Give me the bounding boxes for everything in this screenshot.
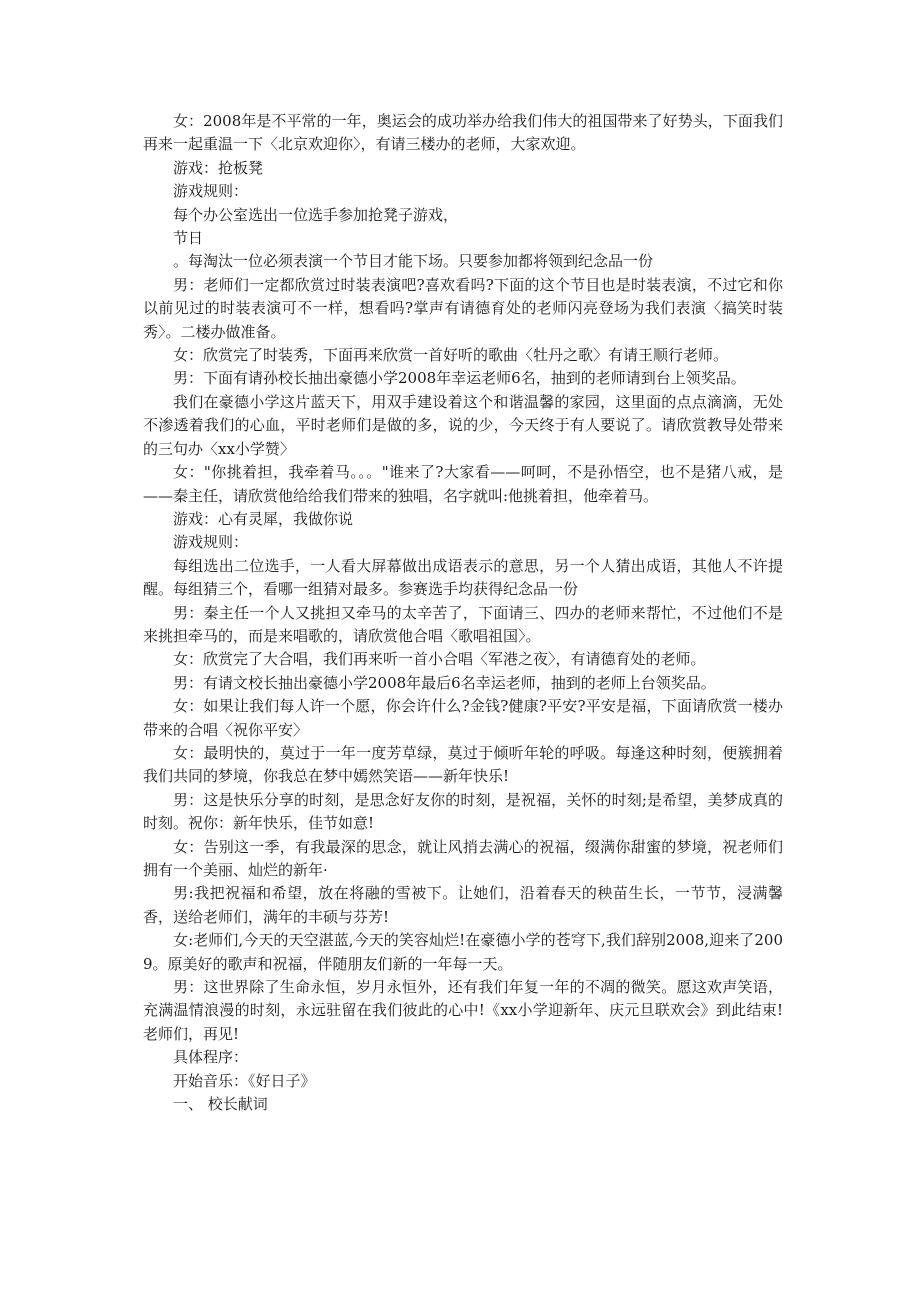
paragraph: 一、 校长献词 xyxy=(173,1095,268,1114)
paragraph: 男:我把祝福和希望，放在将融的雪被下。让她们，沿着春天的秧苗生长，一节节，浸满馨香，送给老师们，满年的丰硕与芬芳! xyxy=(143,884,783,926)
paragraph: 游戏规则： xyxy=(173,182,249,201)
paragraph: 节日 xyxy=(173,229,204,248)
paragraph: 。每淘汰一位必须表演一个节目才能下场。只要参加都将领到纪念品一份 xyxy=(173,252,654,271)
paragraph: 游戏：心有灵犀，我做你说 xyxy=(173,509,354,528)
paragraph: 男：这是快乐分享的时刻，是思念好友你的时刻，是祝福，关怀的时刻;是希望，美梦成真的时刻。祝你：新年快乐，佳节如意! xyxy=(143,790,783,833)
paragraph: 男：这世界除了生命永恒，岁月永恒外，还有我们年复一年的不凋的微笑。愿这欢声笑语，充满温情浪漫的时刻，永远驻留在我们彼此的心中!《xx小学迎新年、庆元旦联欢会》到此结束!老师们，再见! xyxy=(143,978,783,1043)
paragraph: 男：有请文校长抽出豪德小学2008年最后6名幸运老师，抽到的老师上台领奖品。 xyxy=(173,673,716,692)
paragraph: 男：老师们一定都欣赏过时装表演吧?喜欢看吗?下面的这个节目也是时装表演，不过它和你以前见过的时装表演可不一样，想看吗?掌声有请德育处的老师闪亮登场为我们表演〈搞笑时装秀〉。二楼办做准备。 xyxy=(143,275,783,341)
paragraph: 游戏规则： xyxy=(173,533,249,552)
paragraph: 女：欣赏完了大合唱，我们再来听一首小合唱〈军港之夜〉，有请德育处的老师。 xyxy=(173,650,706,669)
paragraph: 我们在豪德小学这片蓝天下，用双手建设着这个和谐温馨的家园，这里面的点点滴滴，无处不渗透着我们的心血，平时老师们是做的多，说的少，今天终于有人要说了。请欣赏教导处带来的三句办〈xx小学赞〉 xyxy=(143,392,783,458)
paragraph: 女：如果让我们每人许一个愿，你会许什么?金钱?健康?平安?平安是福，下面请欣赏一楼办带来的合唱〈祝你平安〉 xyxy=(143,697,783,739)
paragraph: 男：下面有请孙校长抽出豪德小学2008年幸运老师6名，抽到的老师请到台上领奖品。 xyxy=(173,369,746,388)
paragraph: 每个办公室选出一位选手参加抢凳子游戏， xyxy=(173,205,459,224)
paragraph: 男：秦主任一个人又挑担又牵马的太辛苦了，下面请三、四办的老师来帮忙，不过他们不是来挑担牵马的，而是来唱歌的，请欣赏他合唱〈歌唱祖国〉。 xyxy=(143,603,783,645)
paragraph: 女："你挑着担，我牵着马。。。"谁来了?大家看——呵呵，不是孙悟空，也不是猪八戒，是——秦主任，请欣赏他给给我们带来的独唱，名字就叫:他挑着担，他牵着马。 xyxy=(143,463,783,505)
paragraph: 女：2008年是不平常的一年，奥运会的成功举办给我们伟大的祖国带来了好势头，下面我们再来一起重温一下〈北京欢迎你〉，有请三楼办的老师，大家欢迎。 xyxy=(143,112,783,154)
paragraph: 开始音乐：《好日子》 xyxy=(173,1071,316,1090)
paragraph: 女：欣赏完了时装秀，下面再来欣赏一首好听的歌曲〈牡丹之歌〉有请王顺行老师。 xyxy=(173,346,729,365)
paragraph: 女：告别这一季，有我最深的思念，就让风捎去满心的祝福，缀满你甜蜜的梦境，祝老师们拥有一个美丽、灿烂的新年· xyxy=(143,837,783,879)
paragraph: 具体程序： xyxy=(173,1048,249,1067)
paragraph: 女：最明快的，莫过于一年一度芳草绿，莫过于倾听年轮的呼吸。每逢这种时刻，便簇拥着我们共同的梦境，你我总在梦中嫣然笑语——新年快乐! xyxy=(143,743,783,786)
paragraph: 女:老师们,今天的天空湛蓝,今天的笑容灿烂!在豪德小学的苍穹下,我们辞别2008,迎来了2009。原美好的歌声和祝福，伴随朋友们新的一年每一天。 xyxy=(143,931,783,973)
paragraph: 游戏：抢板凳 xyxy=(173,158,264,177)
document-body xyxy=(143,110,783,1116)
paragraph: 每组选出二位选手，一人看大屏幕做出成语表示的意思，另一个人猜出成语，其他人不许提醒。每组猜三个，看哪一组猜对最多。参赛选手均获得纪念品一份 xyxy=(143,556,783,599)
